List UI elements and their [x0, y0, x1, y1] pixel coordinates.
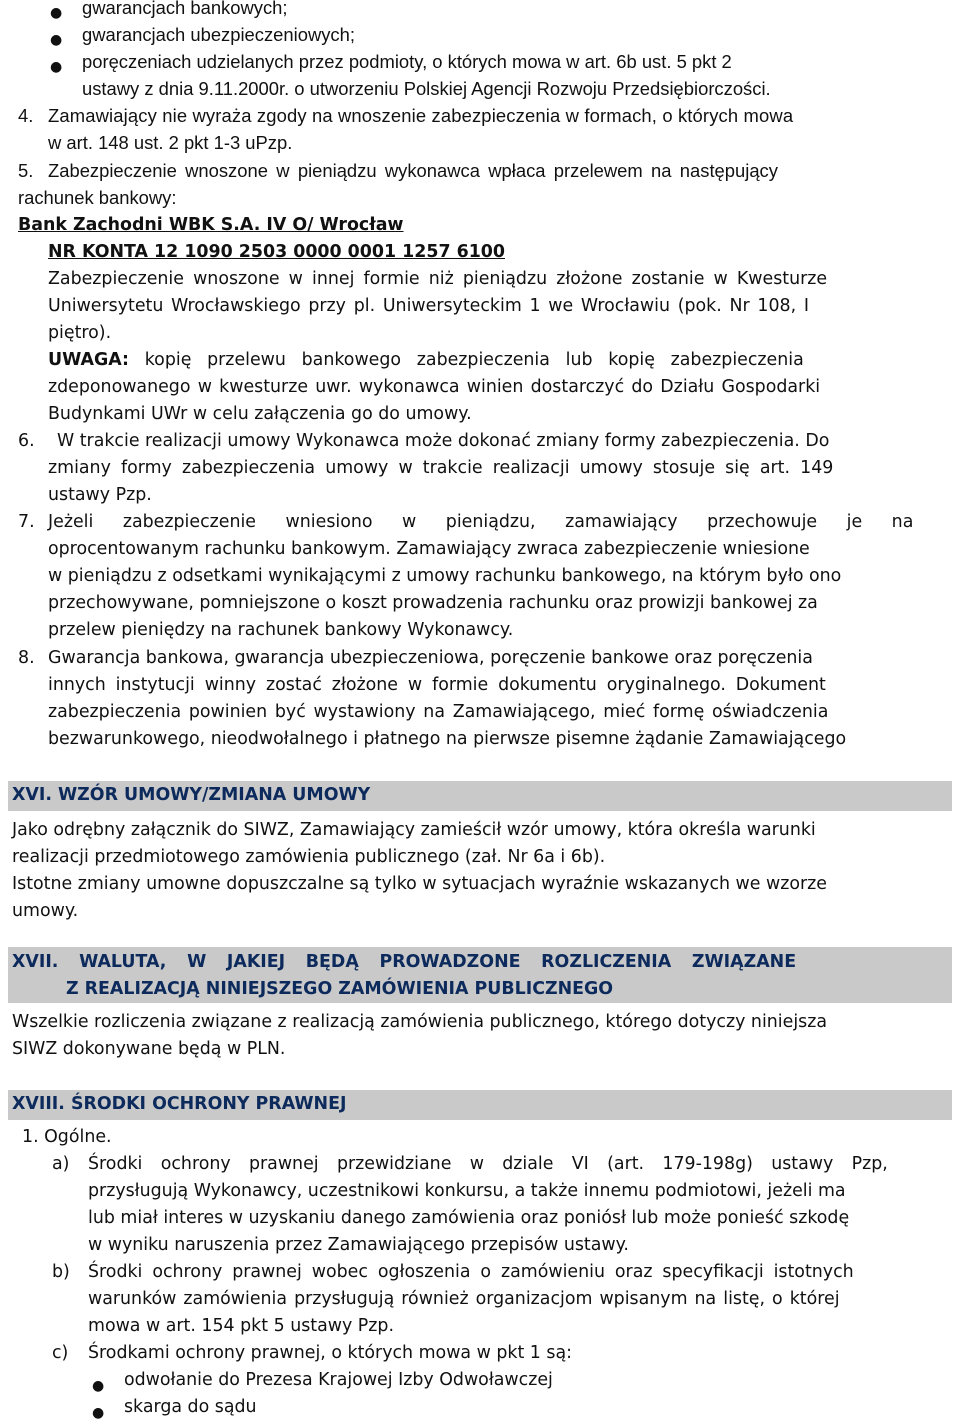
section-heading-xvii	[8, 947, 952, 1003]
item-number: 8.	[18, 648, 35, 668]
item-text: ustawy Pzp.	[48, 485, 152, 505]
list-label: b)	[52, 1262, 70, 1282]
bullet-icon: ●	[50, 59, 63, 75]
paragraph-line: realizacji przedmiotowego zamówienia publicznego (zał. Nr 6a i 6b).	[12, 847, 606, 867]
paragraph-line: SIWZ dokonywane będą w PLN.	[12, 1039, 286, 1059]
item-text: Uniwersytetu Wrocławskiego przy pl. Uniwersyteckim 1 we Wrocławiu (pok. Nr 108, I	[48, 296, 809, 316]
item-text: Budynkami UWr w celu załączenia go do umowy.	[48, 404, 472, 424]
paragraph-line: Środkami ochrony prawnej, o których mowa w pkt 1 są:	[88, 1343, 572, 1363]
item-number: 5.	[18, 160, 34, 181]
section-title: XVIII. ŚRODKI OCHRONY PRAWNEJ	[12, 1094, 347, 1114]
list-item: gwarancjach bankowych;	[82, 0, 288, 18]
item-text: Jeżeli zabezpieczenie wniesiono w pieniądzu, zamawiający przechowuje je na	[48, 512, 914, 532]
paragraph-line: Środki ochrony prawnej przewidziane w dziale VI (art. 179-198g) ustawy Pzp,	[88, 1154, 888, 1174]
item-text: oprocentowanym rachunku bankowym. Zamawiający zwraca zabezpieczenie wniesione	[48, 539, 810, 559]
item-text: bezwarunkowego, nieodwołalnego i płatnego na pierwsze pisemne żądanie Zamawiającego	[48, 729, 847, 749]
item-text: zdeponowanego w kwesturze uwr. wykonawca winien dostarczyć do Działu Gospodarki	[48, 377, 821, 397]
list-item: skarga do sądu	[124, 1397, 257, 1417]
section-title-continued: Z REALIZACJĄ NINIEJSZEGO ZAMÓWIENIA PUBLICZNEGO	[66, 979, 614, 999]
paragraph-line: mowa w art. 154 pkt 5 ustawy Pzp.	[88, 1316, 394, 1336]
paragraph-line: Jako odrębny załącznik do SIWZ, Zamawiający zamieścił wzór umowy, która określa warunki	[12, 820, 816, 840]
list-item	[82, 48, 948, 75]
subsection-title: 1. Ogólne.	[22, 1127, 112, 1147]
bullet-icon: ●	[50, 32, 63, 48]
item-text: innych instytucji winny zostać złożone w formie dokumentu oryginalnego. Dokument	[48, 675, 826, 695]
item-text: przechowywane, pomniejszone o koszt prowadzenia rachunku oraz prowizji bankowej za	[48, 593, 818, 613]
item-text: piętro).	[48, 323, 112, 343]
paragraph-line: przysługują Wykonawcy, uczestnikowi konkursu, a także innemu podmiotowi, jeżeli ma	[88, 1181, 846, 1201]
list-item-continuation: ustawy z dnia 9.11.2000r. o utworzeniu Polskiej Agencji Rozwoju Przedsiębiorczości.	[82, 78, 771, 99]
item-text: w art. 148 ust. 2 pkt 1-3 uPzp.	[48, 132, 293, 153]
item-number: 6.	[18, 431, 35, 451]
paragraph-line: Środki ochrony prawnej wobec ogłoszenia o zamówieniu oraz specyfikacji istotnych	[88, 1262, 854, 1282]
paragraph-line: Wszelkie rozliczenia związane z realizacją zamówienia publicznego, którego dotyczy niniejsza	[12, 1012, 828, 1032]
list-label: a)	[52, 1154, 70, 1174]
section-heading-xvi	[8, 781, 952, 811]
section-title: XVI. WZÓR UMOWY/ZMIANA UMOWY	[12, 785, 371, 805]
paragraph-line: lub miał interes w uzyskaniu danego zamówienia oraz poniósł lub może ponieść szkodę	[88, 1208, 850, 1228]
item-text: zmiany formy zabezpieczenia umowy w trakcie realizacji umowy stosuje się art. 149	[48, 458, 834, 478]
list-item-text: poręczeniach udzielanych przez podmioty, o których mowa w art. 6b ust. 5 pkt 2	[82, 51, 732, 72]
account-number: NR KONTA 12 1090 2503 0000 0001 1257 6100	[48, 242, 505, 262]
item-text: Zabezpieczenie wnoszone w innej formie niż pieniądzu złożone zostanie w Kwesturze	[48, 269, 828, 289]
paragraph-line: Istotne zmiany umowne dopuszczalne są tylko w sytuacjach wyraźnie wskazanych we wzorze	[12, 874, 827, 894]
item-number: 4.	[18, 105, 34, 126]
bullet-icon: ●	[50, 5, 63, 21]
bank-name: Bank Zachodni WBK S.A. IV O/ Wrocław	[18, 215, 404, 235]
warning-line	[48, 347, 804, 374]
item-text: w pieniądzu z odsetkami wynikającymi z umowy rachunku bankowego, na którym było ono	[48, 566, 842, 586]
item-text: Zabezpieczenie wnoszone w pieniądzu wykonawca wpłaca przelewem na następujący	[48, 160, 778, 181]
item-text: Gwarancja bankowa, gwarancja ubezpieczeniowa, poręczenie bankowe oraz poręczenia	[48, 648, 813, 668]
item-number: 7.	[18, 512, 35, 532]
list-label: c)	[52, 1343, 69, 1363]
item-text: zabezpieczenia powinien być wystawiony na Zamawiającego, mieć formę oświadczenia	[48, 702, 829, 722]
paragraph-line: warunków zamówienia przysługują również organizacjom wpisanym na listę, o której	[88, 1289, 840, 1309]
item-text: W trakcie realizacji umowy Wykonawca może dokonać zmiany formy zabezpieczenia. Do	[57, 431, 830, 451]
paragraph-line: w wyniku naruszenia przez Zamawiającego przepisów ustawy.	[88, 1235, 629, 1255]
item-text: rachunek bankowy:	[18, 187, 177, 208]
section-heading-xviii	[8, 1090, 952, 1120]
section-title: XVII. WALUTA, W JAKIEJ BĘDĄ PROWADZONE ROZLICZENIA ZWIĄZANE	[12, 952, 797, 972]
list-item: odwołanie do Prezesa Krajowej Izby Odwoławczej	[124, 1370, 553, 1390]
paragraph-line: umowy.	[12, 901, 79, 921]
item-text: przelew pieniędzy na rachunek bankowy Wykonawcy.	[48, 620, 514, 640]
bullet-icon: ●	[92, 1378, 105, 1394]
list-item: gwarancjach ubezpieczeniowych;	[82, 24, 355, 45]
warning-text: kopię przelewu bankowego zabezpieczenia lub kopię zabezpieczenia	[144, 350, 804, 370]
item-text: Zamawiający nie wyraża zgody na wnoszenie zabezpieczenia w formach, o których mowa	[48, 105, 794, 126]
bullet-icon: ●	[92, 1405, 105, 1421]
warning-label: UWAGA:	[48, 350, 129, 370]
